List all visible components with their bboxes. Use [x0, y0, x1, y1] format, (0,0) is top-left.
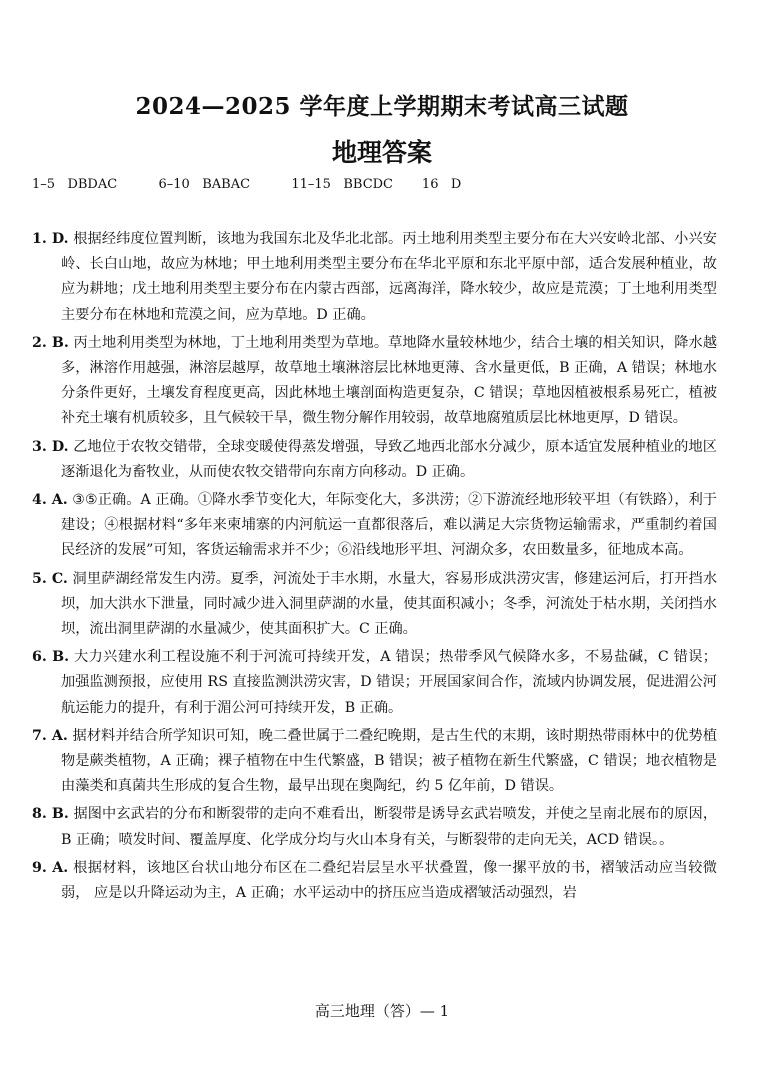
explanation-text: 大力兴建水利工程设施不利于河流可持续开发，A 错误；热带季风气候降水多，不易盐碱，C 错误； 加强监测预报，应使用 RS 直接监测洪涝灾害，D 错误；开展国家间合作，流域内协调发展，促进湄公河航运能力的提升，有利于湄公河可持续开发，B 正确。	[61, 649, 717, 716]
explanation-text: 根据材料，该地区台状山地分布区在二叠纪岩层呈水平状叠置，像一摞平放的书，褶皱活动应当较微弱， 应是以升降运动为主，A 正确；水平运动中的挤压应当造成褶皱活动强烈，岩	[61, 859, 717, 902]
question-number: 1. D.	[32, 231, 69, 247]
explanation-text: 据材料并结合所学知识可知，晚二叠世属于二叠纪晚期，是古生代的末期，该时期热带雨林中的优势植物是蕨类植物，A 正确；裸子植物在中生代繁盛，B 错误；被子植物在新生代繁盛，C 错误；地衣植物是由藻类和真菌共生形成的复合生物，最早出现在奥陶纪，约 5 亿年前，D 错误。	[61, 727, 718, 795]
question-number: 7. A.	[32, 727, 68, 744]
explanation-item	[32, 331, 718, 432]
explanation-item	[32, 227, 717, 328]
explanation-item	[32, 856, 717, 906]
answer-key-line: 1–5 DBDAC 6–10 BABAC 11–15 BBCDC 16 D	[32, 177, 462, 192]
explanations-section	[32, 227, 718, 909]
page-title: 2024—2025 学年度上学期期末考试高三试题	[135, 93, 629, 120]
explanation-item	[32, 488, 717, 564]
question-number: 2. B.	[32, 334, 69, 351]
question-number: 9. A.	[32, 859, 69, 876]
explanation-text: 洞里萨湖经常发生内涝。夏季，河流处于丰水期，水量大，容易形成洪涝灾害，修建运河后，打开挡水坝，加大洪水下泄量，同时减少进入洞里萨湖的水量，使其面积减小；冬季，河流处于枯水期，关闭挡水坝，流出洞里萨湖的水量减少，使其面积扩大。C 正确。	[61, 570, 718, 638]
question-number: 4. A.	[32, 492, 68, 509]
explanation-item	[32, 567, 718, 643]
explanation-item	[32, 724, 718, 800]
question-number: 3. D.	[32, 438, 69, 455]
question-number: 5. C.	[32, 570, 68, 587]
question-number: 8. B.	[32, 806, 69, 823]
explanation-text: 乙地位于农牧交错带，全球变暖使得蒸发增强，导致乙地西北部水分减少，原本适宜发展种植业的地区逐渐退化为畜牧业，从而使农牧交错带向东南方向移动。D 正确。	[61, 438, 717, 480]
page-subtitle: 地理答案	[331, 138, 432, 167]
explanation-text: 据图中玄武岩的分布和断裂带的走向不难看出，断裂带是诱导玄武岩喷发，并使之呈南北展布的原因，B 正确；喷发时间、覆盖厚度、化学成分均与火山本身有关，与断裂带的走向无关，ACD 错误。。	[61, 806, 718, 848]
explanation-item	[32, 435, 717, 485]
question-number: 6. B.	[32, 649, 70, 666]
explanation-text: 根据经纬度位置判断，该地为我国东北及华北北部。丙土地利用类型主要分布在大兴安岭北部、小兴安岭、长白山地，故应为林地；甲土地利用类型主要分布在华北平原和东北平原中部，适合发展种植业，故应为耕地；戊土地利用类型主要分布在内蒙古西部，远离海洋，降水较少，故应是荒漠；丁土地利用类型主要分布在林地和荒漠之间，应为草地。D 正确。	[61, 231, 717, 323]
explanation-item	[32, 645, 717, 721]
explanation-item	[32, 802, 718, 852]
page-footer: 高三地理（答）— 1	[314, 1002, 450, 1020]
explanation-text: ③⑤正确。A 正确。①降水季节变化大，年际变化大，多洪涝；②下游流经地形较平坦（有铁路），利于建设；④根据材料“多年来柬埔寨的内河航运一直都很落后，难以满足大宗货物运输需求，严重制约着国民经济的发展”可知，客货运输需求并不少；⑥沿线地形平坦、河湖众多，农田数量多，征地成本高。	[61, 492, 717, 559]
explanation-text: 丙土地利用类型为林地，丁土地利用类型为草地。草地降水量较林地少，结合土壤的相关知识，降水越多，淋溶作用越强，淋溶层越厚，故草地土壤淋溶层比林地更薄、含水量更低，B 正确，A 错误；林地水分条件更好，土壤发育程度更高，因此林地土壤剖面构造更复杂，C 错误；草地因植被根系易死亡，植被补充土壤有机质较多，且气候较干旱，微生物分解作用较弱，故草地腐殖质层比林地更厚，D 错误。	[61, 334, 718, 427]
